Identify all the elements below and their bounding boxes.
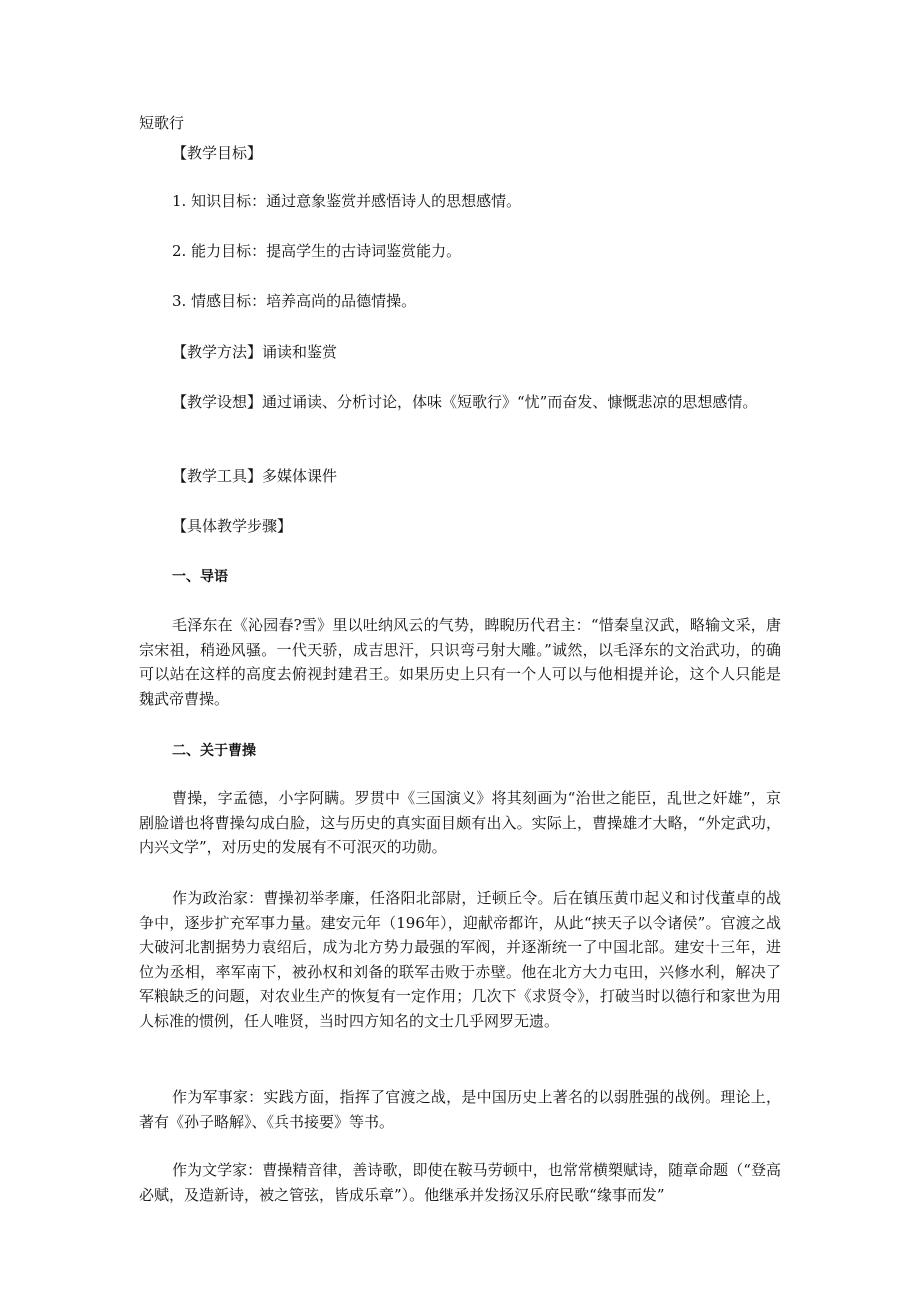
goal-item-knowledge: 1. 知识目标：通过意象鉴赏并感悟诗人的思想感情。 [172,192,522,210]
military-paragraph: 作为军事家：实践方面，指挥了官渡之战，是中国历史上著名的以弱胜强的战例。理论上，著有《孙子略解》、《兵书接要》等书。 [139,1088,781,1131]
politician-paragraph: 作为政治家：曹操初举孝廉，任洛阳北部尉，迁顿丘令。后在镇压黄巾起义和讨伐董卓的战争中，逐步扩充军事力量。建安元年（196年），迎献帝都许，从此“挟天子以令诸侯”。官渡之战大破河北割据势力袁绍后，成为北方势力最强的军阀，并逐渐统一了中国北部。建安十三年，进位为丞相，率军南下，被孙权和刘备的联军击败于赤壁。他在北方大力屯田，兴修水利，解决了军粮缺乏的问题，对农业生产的恢复有一定作用；几次下《求贤令》，打破当时以德行和家世为用人标准的惯例，任人唯贤，当时四方知名的文士几乎网罗无遗。 [139,889,781,1030]
document-title: 短歌行 [139,114,185,132]
literary-paragraph: 作为文学家：曹操精音律，善诗歌，即使在鞍马劳顿中，也常常横槊赋诗，随章命题（“登高必赋，及造新诗，被之管弦，皆成乐章”）。他继承并发扬汉乐府民歌“缘事而发” [139,1161,781,1204]
section-heading-cao-cao: 二、关于曹操 [172,743,256,759]
cao-cao-bio-paragraph: 曹操，字孟德，小字阿瞒。罗贯中《三国演义》将其刻画为“治世之能臣，乱世之奸雄”，京剧脸谱也将曹操勾成白脸，这与历史的真实面目颇有出入。实际上，曹操雄才大略，“外定武功，内兴文学”，对历史的发展有不可泯灭的功勋。 [139,789,781,856]
section-heading-intro: 一、导语 [172,569,228,585]
goals-heading: 【教学目标】 [172,144,263,162]
goal-item-ability: 2. 能力目标：提高学生的古诗词鉴赏能力。 [172,242,462,260]
intro-paragraph: 毛泽东在《沁园春?雪》里以吐纳风云的气势，睥睨历代君主：“惜秦皇汉武，略输文采，唐宗宋祖，稍逊风骚。一代天骄，成吉思汗，只识弯弓射大雕。”诚然，以毛泽东的文治武功，的确可以站在这样的高度去俯视封建君王。如果历史上只有一个人可以与他相提并论，这个人只能是魏武帝曹操。 [139,616,781,708]
teaching-tools: 【教学工具】多媒体课件 [172,467,338,485]
teaching-steps-heading: 【具体教学步骤】 [172,517,293,535]
teaching-method: 【教学方法】诵读和鉴赏 [172,343,338,361]
goal-item-emotion: 3. 情感目标：培养高尚的品德情操。 [172,292,417,310]
teaching-concept: 【教学设想】通过诵读、分析讨论，体味《短歌行》“忧”而奋发、慷慨悲凉的思想感情。 [172,393,758,411]
